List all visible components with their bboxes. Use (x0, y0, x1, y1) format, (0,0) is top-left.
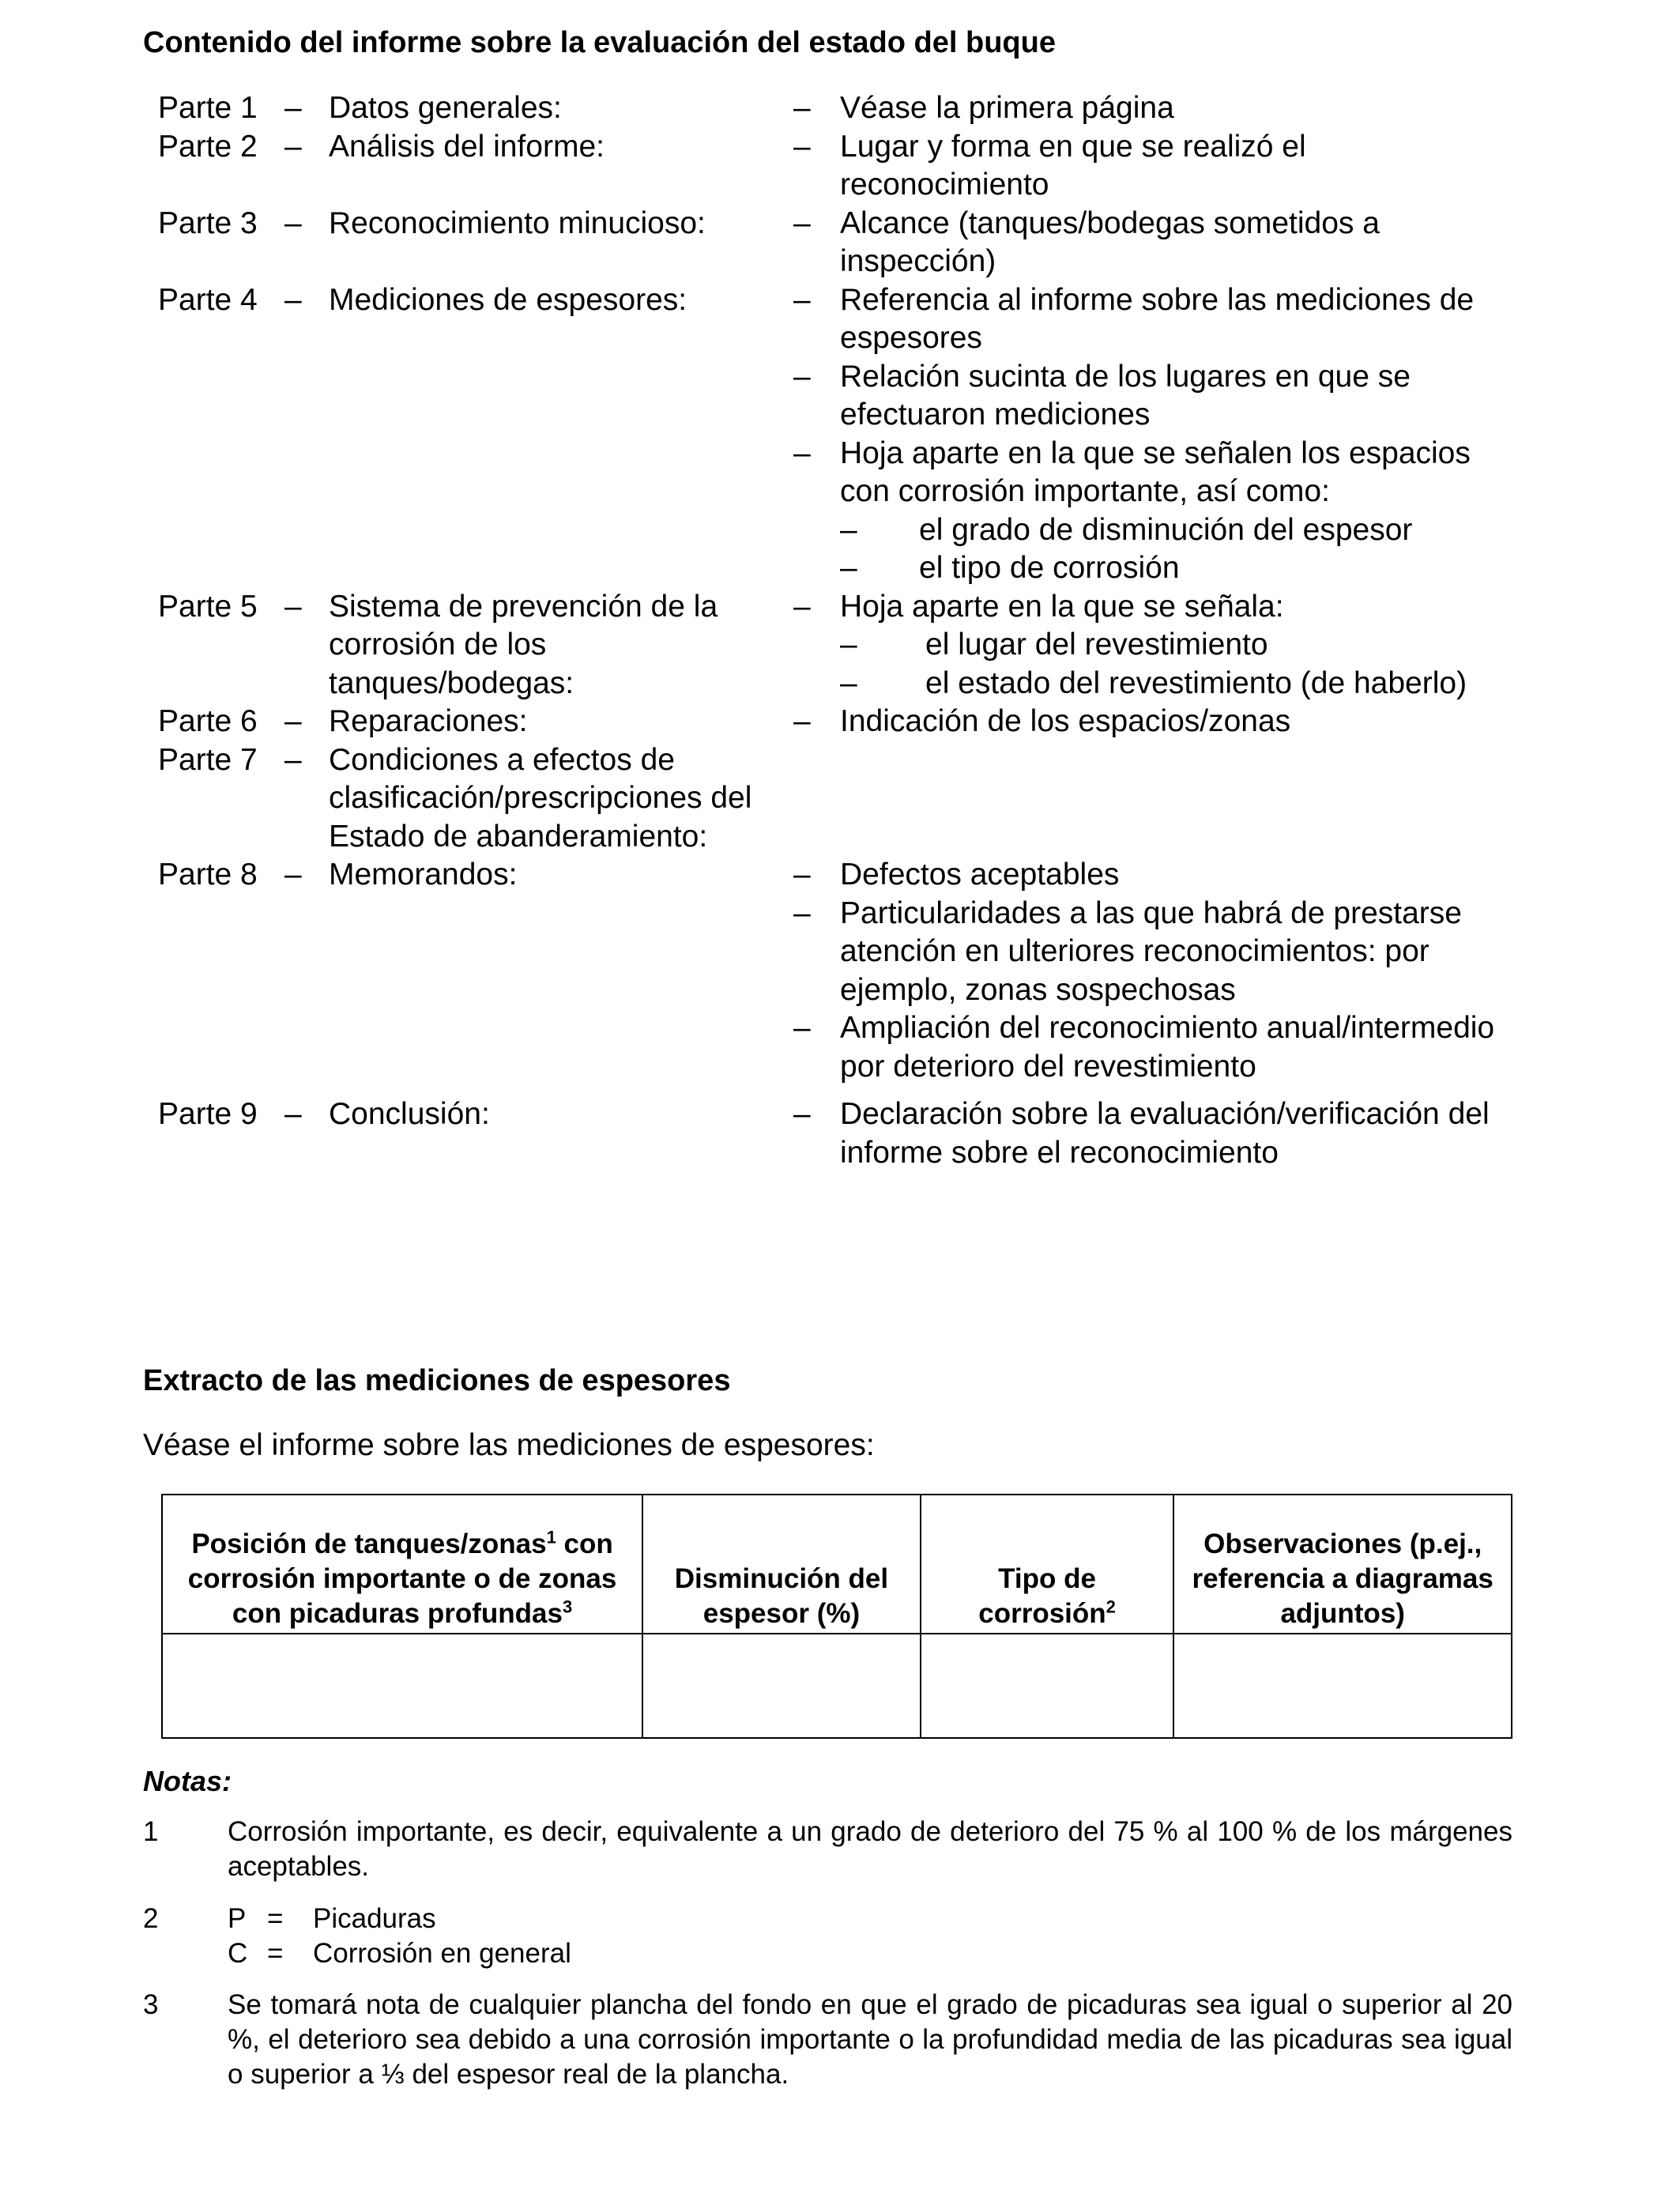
note-1 (143, 1815, 1512, 1884)
footnote-ref: 2 (1106, 1596, 1116, 1617)
description-item (793, 435, 1504, 511)
part-number: Parte 5 (158, 589, 258, 624)
part-label: Mediciones de espesores: (329, 282, 687, 317)
note-text: Corrosión importante, es decir, equivalente a un grado de deterioro del 75 % al 100 % de los márgenes aceptables. (228, 1816, 1512, 1882)
item-dash: – (793, 359, 811, 394)
document-title: Contenido del informe sobre la evaluación del estado del buque (143, 26, 1056, 59)
note-2 (143, 1902, 1512, 1971)
part-row (0, 205, 1680, 281)
part-label: Reparaciones: (329, 704, 528, 738)
item-dash: – (793, 589, 811, 624)
header-text: con corrosión importante o de zonas con picaduras profundas (187, 1529, 617, 1629)
table-header-row (162, 1495, 1512, 1634)
table-cell[interactable] (921, 1634, 1174, 1738)
definition-key: P (228, 1903, 247, 1934)
part-row (0, 1095, 1680, 1172)
part-label: Reconocimiento minucioso: (329, 205, 706, 240)
part-descriptions (793, 281, 1504, 588)
part-dash: – (284, 129, 302, 164)
definition-equals: = (267, 1938, 284, 1969)
note-number: 3 (143, 1989, 159, 2020)
item-text: Véase la primera página (840, 91, 1174, 125)
part-descriptions (793, 856, 1504, 1086)
part-number: Parte 6 (158, 704, 258, 738)
header-corrosion-type (921, 1495, 1174, 1634)
subitem-dash: – (840, 665, 857, 700)
description-subitem (840, 626, 1504, 665)
note-text: Se tomará nota de cualquier plancha del fondo en que el grado de picaduras sea igual o superior al 20 %, el deterioro sea debido a una corrosión importante o la profundidad media de las picaduras sea igual o superior a ⅓ del espesor real de la plancha. (228, 1989, 1512, 2090)
description-item (793, 703, 1504, 741)
part-descriptions (840, 741, 1504, 857)
subitem-text: el estado del revestimiento (de haberlo) (925, 665, 1467, 700)
item-text: Declaración sobre la evaluación/verificación del informe sobre el reconocimiento (840, 1097, 1490, 1170)
part-number: Parte 7 (158, 742, 258, 777)
item-dash: – (793, 858, 811, 892)
header-position (162, 1495, 642, 1634)
part-label: Condiciones a efectos de clasificación/prescripciones del Estado de abanderamiento: (329, 742, 752, 854)
note-number: 1 (143, 1816, 159, 1847)
part-dash: – (284, 91, 302, 125)
subitem-dash: – (840, 628, 857, 662)
part-descriptions (793, 1095, 1504, 1172)
part-dash: – (284, 858, 302, 892)
part-number: Parte 8 (158, 858, 258, 892)
table-cell[interactable] (642, 1634, 921, 1738)
header-text: Tipo de corrosión (978, 1563, 1106, 1629)
section-intro: Véase el informe sobre las mediciones de espesores: (143, 1428, 875, 1462)
header-text: Disminución del espesor (%) (674, 1563, 889, 1629)
part-label: Datos generales: (329, 91, 562, 125)
item-dash: – (793, 704, 811, 738)
subitem-text: el tipo de corrosión (919, 551, 1180, 585)
item-dash: – (793, 282, 811, 317)
part-row (0, 128, 1680, 205)
header-text: Observaciones (p.ej., referencia a diagramas adjuntos) (1192, 1529, 1494, 1629)
part-row (0, 281, 1680, 588)
item-text: Relación sucinta de los lugares en que se efectuaron mediciones (840, 359, 1411, 432)
header-thickness-reduction (642, 1495, 921, 1634)
description-subitem (840, 549, 1504, 588)
note-3 (143, 1988, 1512, 2092)
part-number: Parte 9 (158, 1097, 258, 1131)
part-descriptions (793, 588, 1504, 703)
header-remarks (1173, 1495, 1512, 1634)
description-item (793, 128, 1504, 205)
part-number: Parte 3 (158, 205, 258, 240)
definition-equals: = (267, 1903, 284, 1934)
table-cell[interactable] (162, 1634, 642, 1738)
part-descriptions (793, 703, 1504, 741)
subitem-dash: – (840, 551, 857, 585)
definition-row (228, 1902, 1512, 1936)
footnote-ref: 1 (546, 1527, 556, 1547)
header-text: Posición de tanques/zonas (191, 1529, 547, 1559)
item-dash: – (793, 205, 811, 240)
part-label: Sistema de prevención de la corrosión de los tanques/bodegas: (329, 589, 718, 700)
item-text: Referencia al informe sobre las mediciones de espesores (840, 282, 1475, 355)
item-text: Hoja aparte en la que se señalen los espacios con corrosión importante, así como: (840, 435, 1471, 508)
description-subitem (840, 665, 1504, 703)
notes-heading: Notas: (143, 1765, 232, 1797)
table-row (162, 1634, 1512, 1738)
description-item (793, 1095, 1504, 1172)
part-number: Parte 4 (158, 282, 258, 317)
subitem-dash: – (840, 512, 857, 547)
item-text: Alcance (tanques/bodegas sometidos a inspección) (840, 205, 1380, 278)
definition-key: C (228, 1938, 248, 1969)
part-label: Conclusión: (329, 1097, 490, 1131)
footnote-ref: 3 (562, 1596, 573, 1617)
description-item (793, 281, 1504, 358)
item-dash: – (793, 1011, 811, 1045)
part-dash: – (284, 589, 302, 624)
part-dash: – (284, 742, 302, 777)
part-number: Parte 2 (158, 129, 258, 164)
description-item (793, 895, 1504, 1010)
part-label: Memorandos: (329, 858, 518, 892)
definition-value: Picaduras (313, 1903, 436, 1934)
description-subitem (840, 511, 1504, 550)
description-item (793, 856, 1504, 895)
description-item (793, 358, 1504, 435)
part-label: Análisis del informe: (329, 129, 605, 164)
item-dash: – (793, 129, 811, 164)
definition-value: Corrosión en general (313, 1938, 571, 1969)
note-number: 2 (143, 1903, 159, 1934)
part-dash: – (284, 282, 302, 317)
part-dash: – (284, 1097, 302, 1131)
subitem-text: el lugar del revestimiento (925, 628, 1268, 662)
part-row (0, 856, 1680, 1086)
item-text: Particularidades a las que habrá de prestarse atención en ulteriores reconocimientos: por ejemplo, zonas sospechosas (840, 895, 1462, 1007)
definition-row (228, 1936, 1512, 1971)
part-row (0, 89, 1680, 128)
item-text: Defectos aceptables (840, 858, 1120, 892)
thickness-table (161, 1494, 1512, 1739)
part-dash: – (284, 704, 302, 738)
table-cell[interactable] (1173, 1634, 1512, 1738)
description-item (793, 588, 1504, 627)
part-row (0, 741, 1680, 857)
item-text: Indicación de los espacios/zonas (840, 704, 1291, 738)
report-parts-list (0, 89, 1680, 1172)
description-item (793, 1009, 1504, 1086)
part-descriptions (793, 128, 1504, 205)
description-item (793, 89, 1504, 128)
section-heading-thickness: Extracto de las mediciones de espesores (143, 1364, 731, 1397)
item-dash: – (793, 1097, 811, 1131)
description-item (793, 205, 1504, 281)
part-row (0, 703, 1680, 741)
item-dash: – (793, 435, 811, 470)
part-number: Parte 1 (158, 91, 258, 125)
item-text: Hoja aparte en la que se señala: (840, 589, 1284, 624)
part-dash: – (284, 205, 302, 240)
item-dash: – (793, 895, 811, 930)
part-descriptions (793, 205, 1504, 281)
subitem-text: el grado de disminución del espesor (919, 512, 1413, 547)
item-dash: – (793, 91, 811, 125)
part-row (0, 588, 1680, 703)
item-text: Ampliación del reconocimiento anual/intermedio por deterioro del revestimiento (840, 1011, 1495, 1084)
item-text: Lugar y forma en que se realizó el reconocimiento (840, 129, 1306, 202)
part-descriptions (793, 89, 1504, 128)
